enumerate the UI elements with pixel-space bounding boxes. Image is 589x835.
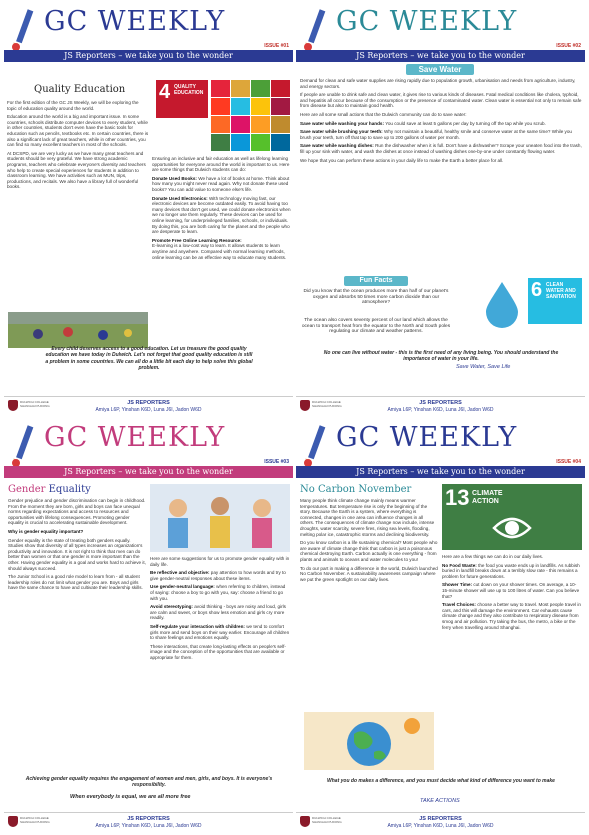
page-footer [296, 812, 585, 831]
page-footer [296, 396, 585, 415]
reporter-names: Amiya L6P, Yinshan K6D, Luna J6I, Jadon W6D [95, 823, 202, 829]
issue-number: ISSUE #01 [264, 43, 289, 49]
body-text: Demand for clean and safe water supplies are rising rapidly due to population growth, urbanisation and needs from agriculture, industry, and energy sectors. If people are unable to drink safe and clean water, it gives rise to various kinds of diseases. Fatal medical conditions like cholera, typhoid, and hepatitis all occur because of the consumption or the presence of contaminated water. Clean water is essential not only to remain safe from disease but also to maintain good health. Here are all some small actions that the Dulwich community can do to save water: Save water while washing your hands: You could save at least 5 gallons per day by turning off the tap while you scrub. Save water while brushing your teeth: Why not maintain a beautiful, healthy smile and conserve water at the same time? While you brush your teeth, turn off that tap to save up to 200 gallons of water per month. Save water while washing dishes: Run the dishwasher when it is full. Don't have a dishwasher? Scrape your uneaten food into the trash, fill up your sink with water, and wash the dishes at once instead of washing dishes one-by-one under constantly flowing water. We hope that you can perform these actions in your daily life to make the Earth a better place for all. [300, 78, 582, 163]
right-column-text: Here are some suggestions for us to promote gender equality with in daily life. Be reflective and objective: pay attention to how words and try to give gender-neutral responses about these items. Use gender-neutral language: when referring to children, instead of saying: choose a boy to go with you, say: choose a friend to go with you. Avoid stereotyping: avoid thinking - boys are noisy and loud, girls are calm and sweet, or boys show less emotion and girls cry more readily. Self-regulate your interaction with children: we tend to comfort girls more and send boys on their way earlier. Encourage all children to share feelings and emotions equally. These interactions, that create long-lasting effects on people's self-image and the conception of the opportunities that are available or appropriate for them. [150, 556, 290, 660]
masthead [4, 420, 293, 478]
closing-quote: Achieving gender equality requires the engagement of women and men, girls, and boys. It is everyone's responsibility. [25, 776, 273, 789]
subtitle-banner: JS Reporters – we take you to the wonder [296, 50, 585, 62]
newsletter-title: GC WEEKLY [336, 422, 518, 453]
newsletter-title: GC WEEKLY [44, 422, 226, 453]
save-water-tagline: Save Water, Save Life [456, 364, 511, 370]
pencil-logo-icon [302, 7, 328, 55]
fun-fact-1: Did you know that the ocean produces more than half of our planet's oxygen and absorbs 50 times more carbon dioxide than our atmosphere? [303, 289, 449, 306]
closing-quote: Every child deserves access to a good education. Let us treasure the good quality education we have today in Dulwich. Let's not forget that good quality education is still a problem in some countries. We can all do a little bit each day to help solve this global problem. [45, 346, 253, 372]
water-quote: No one can live without water - this is the first need of any living being. You should understand the importance of water in your life. [323, 350, 559, 363]
school-name: DULWICH COLLEGE SHANGHAI PUDONG [20, 400, 50, 408]
eye-globe-icon [492, 510, 532, 546]
fun-fact-2: The ocean also covers seventy percent of our land which allows the ocean to transport heat from the equator to the North and South poles regulating our climate and weather patterns. [301, 318, 451, 335]
reporters-heading: JS REPORTERS [419, 816, 462, 822]
right-column-text: Ensuring an inclusive and fair education as well as lifelong learning opportunities for everyone around the world is important to us. Here are some things that Dulwich students can do: Donate Used Books: We have a lot of books at home. Think about how many you might never read again. Why not donate these used books? You can add value to someone else's life. Donate Used Electronics: With technology moving fast, our electronic devices are become outdated easily. To avoid having too many devices that don't get used, we could donate electronics when we no longer use them regularly. These devices can be used for online learning, for underprivileged families, schools, or individuals. By doing this, you are both caring for the planet and the people who are desperate to learn. Promote Free Online Learning Resource: E-learning is a low-cost way to learn. It allows students to learn anytime and anywhere. Compared with normal learning methods, online learning can be an effective way to educate many students. [152, 156, 291, 260]
pencil-logo-icon [302, 423, 328, 471]
right-column-text: Here are a few things we can do in our daily lives. No Food Waste: the food you waste ends up in landfills. As rubbish buried in landfill breaks down at a terribly slow rate - this remains a problem for future generations. Shower Time: cut down on your shower times. On average, a 10-15-minute shower will use up to 100 litres of water. Can you believe that? Travel Choices: choose a better way to travel. Most people travel in cars, and this will damage the environment. Car exhausts cause climate change and they also contribute to respiratory disease from smog and air pollution. Try taking the bus, the metro, a bike or the ferry when travelling around Shanghai. [442, 554, 581, 630]
issue-4-page [296, 420, 585, 831]
pencil-logo-icon [10, 7, 36, 55]
masthead [4, 4, 293, 62]
subtitle-banner: JS Reporters – we take you to the wonder [296, 466, 585, 478]
sdg-4-badge: 4 QUALITY EDUCATION [156, 80, 208, 118]
fun-facts-label: Fun Facts [344, 276, 408, 286]
section-title: Gender Equality [8, 484, 91, 495]
gender-equality-illustration [150, 484, 290, 552]
sdg-13-badge: 13 CLIMATE ACTION [442, 484, 582, 550]
page-footer [4, 812, 293, 831]
issue-number: ISSUE #03 [264, 459, 289, 465]
reporters-heading: JS REPORTERS [419, 400, 462, 406]
school-name: DULWICH COLLEGE SHANGHAI PUDONG [312, 816, 342, 824]
reporter-names: Amiya L6P, Yinshan K6D, Luna J6I, Jadon W6D [95, 407, 202, 413]
page-footer [4, 396, 293, 415]
sdg-icons-grid-image [211, 80, 291, 154]
issue-2-page [296, 4, 585, 415]
subtitle-banner: JS Reporters – we take you to the wonder [4, 466, 293, 478]
issue-number: ISSUE #04 [556, 459, 581, 465]
water-drop-icon [482, 280, 522, 328]
section-title: No Carbon November [300, 484, 412, 495]
pencil-logo-icon [10, 423, 36, 471]
students-photo [8, 312, 148, 348]
left-column-text: Gender prejudice and gender discrimination can begin in childhood. From the moment they are born, girls and boys can face unequal norms regarding expectations and access to resources and opportunities with lifelong consequences. Promoting gender equality is crucial to accelerating sustainable development. Why is gender equality important? Gender equality is the state of treating both genders equally. Studies show that diversity of all types increases an organization's productivity and innovation. It is not right to think that men can do better than women or that one gender is more important than the other. Having gender equality is a goal and works hard to achieve it, should always succeed. The Junior School is a good role model to learn from - all student leadership roles do not limit what gender you are. Boys and girls have the same chance to have and cultivate their leadership skills. [8, 498, 146, 591]
reporter-names: Amiya L6P, Yinshan K6D, Luna J6I, Jadon W6D [387, 823, 494, 829]
reporters-heading: JS REPORTERS [127, 816, 170, 822]
subtitle-banner: JS Reporters – we take you to the wonder [4, 50, 293, 62]
section-title: Quality Education [34, 84, 126, 95]
issue-1-page [4, 4, 293, 415]
equality-tagline: When everybody is equal, we are all more free [70, 794, 191, 800]
school-name: DULWICH COLLEGE SHANGHAI PUDONG [312, 400, 342, 408]
climate-earth-illustration [304, 712, 434, 770]
left-column-text: Many people think climate change mainly means warmer temperatures. But temperature rise is only the beginning of the story. Because the Earth is a system, where everything is connected, changes in one area can influence changes in all others. The consequences of climate change now include, intense droughts, water scarcity, severe fires, rising sea levels, flooding, melting polar ice, catastrophic storms and declining biodiversity. Do you know carbon is a life sustaining chemical? Most people who are aware of climate change think that carbon is just a poisonous chemical destroying Earth. Carbon actually is one everything - from plants and animals to oceans and water molecules to you! To do our part in making a difference in the world, Dulwich launched No Carbon November. A sustainability awareness campaign where we put the green spotlight on our daily lives. [300, 498, 438, 582]
newsletter-title: GC WEEKLY [336, 6, 518, 37]
intro-text: For the first edition of the GC JS Weekly, we will be exploring the topic of education quality around the world. Education around the world is a big and important issue. In some countries, schools distribute computer devices to every student, while in other countries, students don't even have the basic tools for education such as pencils, textbooks etc. In certain countries, there is also a significant lack of great teachers, while in other countries, you can find so many excellent teachers in most of the schools. At DCSPD, we are very lucky as we have many great teachers and students should be very grateful. We have strong academic programs, teachers who celebrate everyone's diversity and teachers who help to create special experiences for students in addition to classroom learning. We have activities such as MUN, trips, productions, and recitals. We also have a library full of wonderful books. [7, 100, 149, 190]
reporters-heading: JS REPORTERS [127, 400, 170, 406]
sdg-6-badge: 6 CLEAN WATER AND SANITATION [528, 278, 582, 324]
closing-quote: What you do makes a difference, and you must decide what kind of difference you want to make [327, 778, 555, 784]
masthead [296, 420, 585, 478]
take-actions-label: TAKE ACTIONS [420, 798, 460, 804]
masthead [296, 4, 585, 62]
newsletter-title: GC WEEKLY [44, 6, 226, 37]
section-title: Save Water [406, 64, 474, 75]
issue-3-page [4, 420, 293, 831]
issue-number: ISSUE #02 [556, 43, 581, 49]
reporter-names: Amiya L6P, Yinshan K6D, Luna J6I, Jadon W6D [387, 407, 494, 413]
school-name: DULWICH COLLEGE SHANGHAI PUDONG [20, 816, 50, 824]
